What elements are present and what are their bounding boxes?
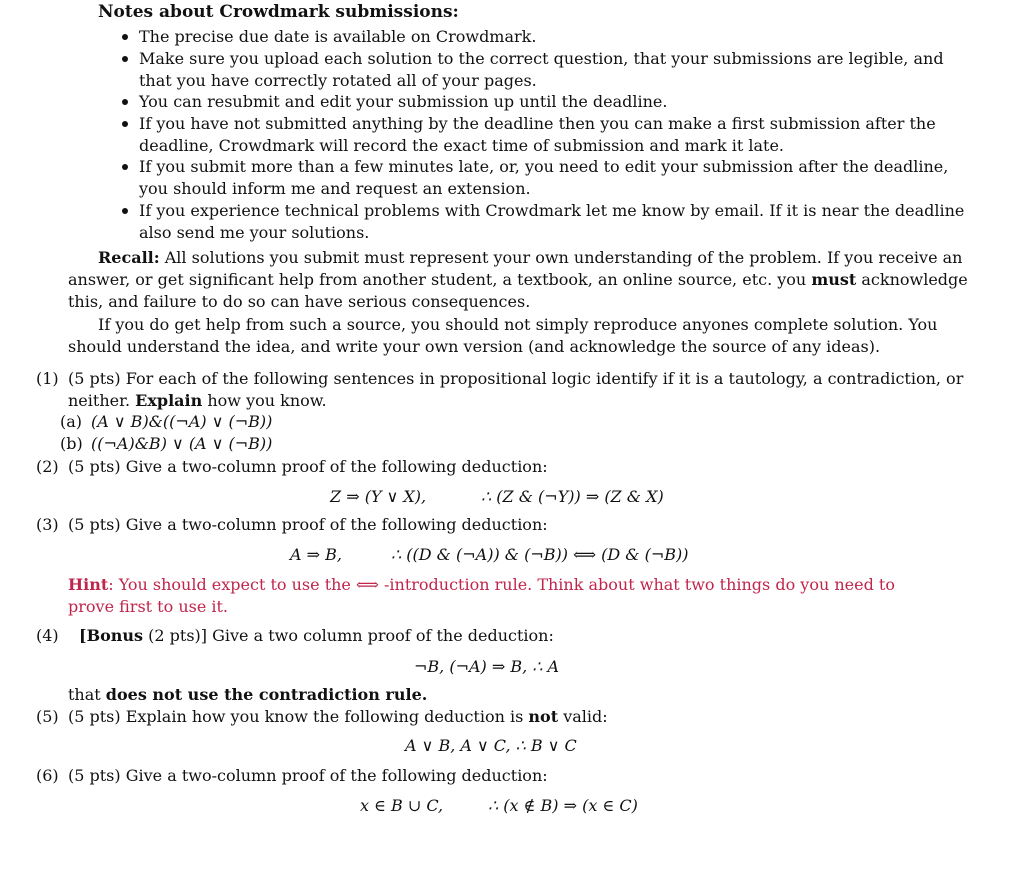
problem-3-number: (3) — [36, 515, 59, 534]
recall-text-2a: answer, or get significant help from another student, a textbook, an online source, etc. you — [68, 270, 807, 289]
problem-5-text-b: valid: — [563, 707, 608, 726]
problem-4-that: that — [68, 685, 101, 704]
bullet-line: If you experience technical problems with Crowdmark let me know by email. If it is near the deadline — [139, 201, 965, 220]
problem-4-number: (4) — [36, 626, 59, 645]
hint-label: Hint — [68, 575, 109, 594]
problem-1-number: (1) — [36, 369, 59, 388]
recall-line-3: this, and failure to do so can have serious consequences. — [68, 292, 531, 311]
recall-label: Recall: — [98, 248, 160, 267]
hint-text-1: : You should expect to use the ⟺ -introduction rule. Think about what two things do you need to — [108, 575, 895, 594]
bullet-dot — [122, 208, 128, 214]
problem-1-line-2 — [68, 390, 327, 412]
recall-text-2b: acknowledge — [861, 270, 968, 289]
bullet-dot — [122, 56, 128, 62]
problem-3-hint-line-2: prove first to use it. — [68, 597, 229, 616]
problem-3-hint-line-1 — [68, 574, 895, 596]
problem-1-line-1: (5 pts) For each of the following sentences in propositional logic identify if it is a tautology, a contradiction, or — [68, 369, 964, 388]
problem-6-text: (5 pts) Give a two-column proof of the following deduction: — [68, 766, 548, 785]
problem-1a-expression: (A ∨ B)&((¬A) ∨ (¬B)) — [91, 412, 273, 431]
problem-5-text — [68, 706, 608, 728]
problem-1-text: neither. — [68, 391, 131, 410]
problem-4-expression: ¬B, (¬A) ⇒ B, ∴ A — [414, 657, 560, 676]
problem-2-text: (5 pts) Give a two-column proof of the following deduction: — [68, 457, 548, 476]
bullet-dot — [122, 99, 128, 105]
problem-5-not: not — [528, 707, 559, 726]
recall-para2-line-1: If you do get help from such a source, you should not simply reproduce anyones complete solution. You — [98, 315, 938, 334]
recall-para2-line-2: should understand the idea, and write your own version (and acknowledge the source of any ideas). — [68, 337, 881, 356]
problem-5-number: (5) — [36, 707, 59, 726]
bullet-dot — [122, 121, 128, 127]
problem-1b-label: (b) — [60, 434, 83, 453]
bullet-dot — [122, 164, 128, 170]
problem-4-description: Give a two column proof of the deduction: — [212, 626, 554, 645]
problem-1-explain: Explain — [135, 391, 203, 410]
problem-1b-expression: ((¬A)&B) ∨ (A ∨ (¬B)) — [91, 434, 273, 453]
problem-6-number: (6) — [36, 766, 59, 785]
problem-3-text: (5 pts) Give a two-column proof of the following deduction: — [68, 515, 548, 534]
problem-6-conclusion: ∴ (x ∉ B) ⇒ (x ∈ C) — [488, 796, 638, 815]
bullet-line: If you submit more than a few minutes late, or, you need to edit your submission after the deadline, — [139, 157, 949, 176]
bullet-line: you should inform me and request an extension. — [139, 179, 531, 198]
problem-4-text — [79, 625, 554, 647]
recall-line-1 — [98, 247, 962, 269]
problem-4-no-contradiction: does not use the contradiction rule. — [105, 685, 428, 704]
problem-5-text-a: (5 pts) Explain how you know the following deduction is — [68, 707, 524, 726]
recall-must: must — [811, 270, 857, 289]
problem-2-premise: Z ⇒ (Y ∨ X), — [330, 487, 427, 506]
problem-3-premise: A ⇒ B, — [290, 545, 342, 564]
bullet-line: You can resubmit and edit your submission up until the deadline. — [139, 92, 668, 111]
recall-line-2 — [68, 269, 968, 291]
problem-5-expression: A ∨ B, A ∨ C, ∴ B ∨ C — [405, 736, 577, 755]
problem-3-conclusion: ∴ ((D & (¬A)) & (¬B)) ⟺ (D & (¬B)) — [391, 545, 689, 564]
bullet-line: If you have not submitted anything by the deadline then you can make a first submission after the — [139, 114, 936, 133]
bullet-line: that you have correctly rotated all of your pages. — [139, 71, 537, 90]
bullet-line: deadline, Crowdmark will record the exact time of submission and mark it late. — [139, 136, 784, 155]
bullet-line: The precise due date is available on Crowdmark. — [139, 27, 537, 46]
recall-text-1: All solutions you submit must represent your own understanding of the problem. If you receive an — [164, 248, 963, 267]
problem-2-conclusion: ∴ (Z & (¬Y)) ⇒ (Z & X) — [481, 487, 664, 506]
bullet-line: also send me your solutions. — [139, 223, 370, 242]
problem-1a-label: (a) — [60, 412, 83, 431]
problem-4-condition — [68, 684, 427, 706]
problem-1-text-b: how you know. — [207, 391, 327, 410]
bonus-label: [Bonus — [79, 626, 144, 645]
problem-2-number: (2) — [36, 457, 59, 476]
notes-title: Notes about Crowdmark submissions: — [98, 2, 459, 22]
problem-6-premise: x ∈ B ∪ C, — [360, 796, 444, 815]
bullet-dot — [122, 34, 128, 40]
bullet-line: Make sure you upload each solution to the correct question, that your submissions are legible, and — [139, 49, 944, 68]
bonus-points: (2 pts)] — [148, 626, 208, 645]
